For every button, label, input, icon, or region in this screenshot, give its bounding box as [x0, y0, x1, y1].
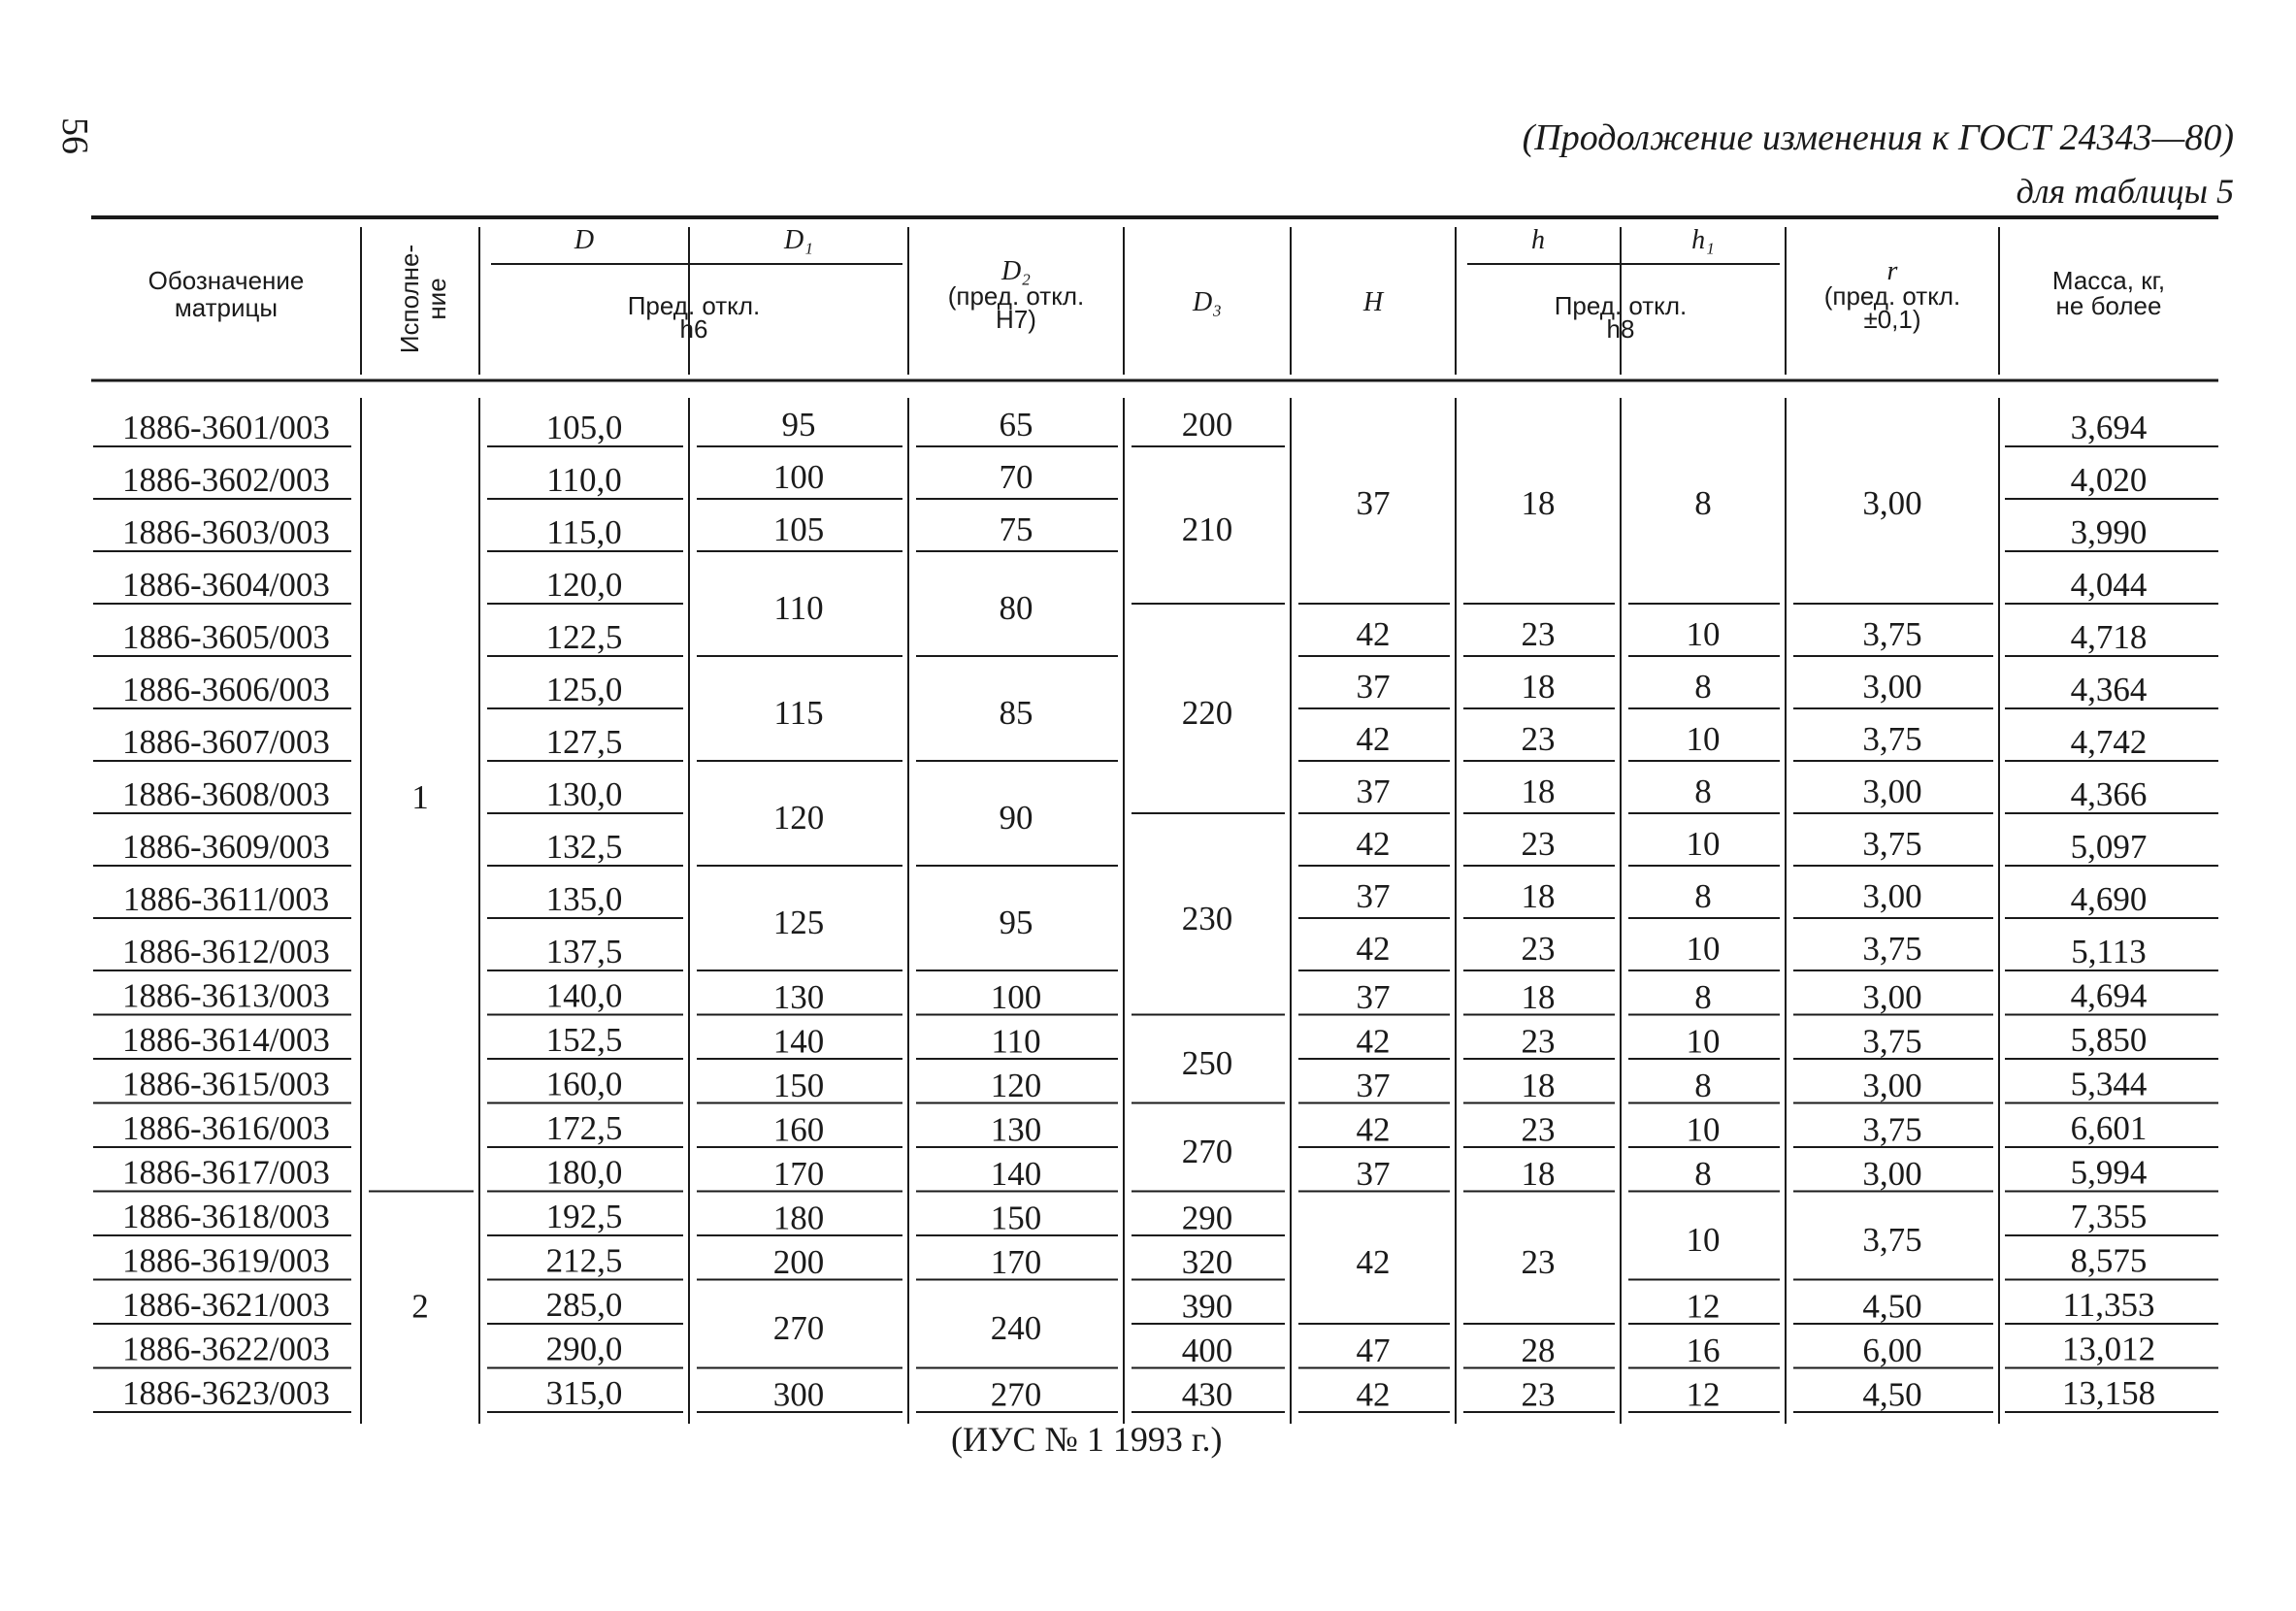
header-D2: H7) [996, 305, 1036, 334]
D1-cell: 150 [772, 1066, 825, 1104]
D-cell: 132,5 [545, 828, 623, 866]
h-cell: 28 [1521, 1331, 1556, 1369]
mass-cell: 4,718 [2070, 618, 2148, 656]
designation-cell: 1886-3609/003 [122, 828, 330, 866]
mass-cell: 8,575 [2070, 1241, 2148, 1280]
D3-cell: 290 [1181, 1199, 1233, 1237]
mass-cell: 5,850 [2070, 1021, 2148, 1059]
h1-cell: 10 [1686, 1022, 1721, 1061]
D2-cell: 110 [991, 1022, 1041, 1061]
h1-cell: 8 [1694, 668, 1712, 706]
mass-cell: 3,990 [2070, 513, 2148, 551]
r-cell: 3,75 [1862, 930, 1922, 968]
D1-cell: 270 [772, 1309, 825, 1347]
designation-cell: 1886-3621/003 [122, 1286, 330, 1324]
h-cell: 23 [1521, 1022, 1556, 1061]
h-cell: 23 [1521, 615, 1556, 653]
designation-cell: 1886-3614/003 [122, 1021, 330, 1059]
header-D3: D₃ [1193, 287, 1222, 317]
r-cell: 3,00 [1862, 484, 1922, 522]
r-cell: 3,00 [1862, 773, 1922, 810]
D3-cell: 390 [1181, 1287, 1233, 1326]
D1-cell: 200 [772, 1242, 825, 1281]
D1-cell: 115 [773, 694, 824, 732]
header-tolerance-h8: h8 [1606, 314, 1635, 344]
mass-cell: 3,694 [2070, 409, 2148, 446]
D1-cell: 170 [772, 1154, 825, 1193]
D1-cell: 105 [772, 510, 825, 548]
D2-cell: 85 [999, 694, 1033, 732]
r-cell: 3,75 [1862, 825, 1922, 863]
h-cell: 18 [1521, 668, 1556, 706]
h1-cell: 8 [1694, 877, 1712, 915]
H-cell: 42 [1356, 930, 1391, 968]
h1-cell: 12 [1686, 1375, 1721, 1414]
D-cell: 152,5 [545, 1021, 623, 1059]
H-cell: 37 [1356, 1066, 1391, 1104]
page-number: 56 [54, 117, 95, 154]
H-cell: 37 [1356, 1154, 1391, 1193]
header-h: h [1531, 225, 1545, 255]
designation-cell: 1886-3603/003 [122, 513, 330, 551]
header-D1: D₁ [784, 225, 813, 255]
D-cell: 105,0 [545, 409, 623, 446]
D-cell: 127,5 [545, 723, 623, 761]
h-cell: 23 [1521, 1375, 1556, 1414]
r-cell: 3,75 [1862, 720, 1922, 758]
h-cell: 18 [1521, 484, 1556, 522]
D-cell: 140,0 [545, 976, 623, 1015]
mass-cell: 5,113 [2071, 933, 2147, 970]
D2-cell: 70 [999, 458, 1033, 496]
r-cell: 3,00 [1862, 1154, 1922, 1193]
D3-cell: 230 [1181, 899, 1233, 937]
D1-cell: 110 [773, 589, 824, 627]
D2-cell: 100 [990, 977, 1042, 1016]
D2-cell: 150 [990, 1199, 1042, 1237]
h1-cell: 10 [1686, 615, 1721, 653]
H-cell: 42 [1356, 1242, 1391, 1281]
h-cell: 18 [1521, 773, 1556, 810]
header-D2: D₂ [1001, 256, 1031, 286]
H-cell: 37 [1356, 773, 1391, 810]
r-cell: 6,00 [1862, 1331, 1922, 1369]
H-cell: 42 [1356, 825, 1391, 863]
r-cell: 3,00 [1862, 668, 1922, 706]
D2-cell: 90 [999, 799, 1033, 837]
designation-cell: 1886-3602/003 [122, 461, 330, 499]
D-cell: 130,0 [545, 775, 623, 813]
h1-cell: 10 [1686, 825, 1721, 863]
header-designation: Обозначение [148, 266, 305, 295]
designation-cell: 1886-3622/003 [122, 1330, 330, 1368]
D-cell: 137,5 [545, 933, 623, 970]
header-r: ±0,1) [1863, 305, 1921, 334]
D-cell: 115,0 [546, 513, 622, 551]
header-version-line: ние [422, 278, 451, 320]
header-version [395, 245, 451, 353]
mass-cell: 11,353 [2062, 1286, 2155, 1324]
header-mass: не более [2055, 291, 2162, 320]
r-cell: 4,50 [1862, 1375, 1922, 1414]
D2-cell: 65 [999, 406, 1033, 444]
D2-cell: 270 [990, 1375, 1042, 1414]
mass-cell: 6,601 [2070, 1109, 2148, 1147]
header-mass: Масса, кг, [2051, 266, 2166, 295]
D3-cell: 220 [1181, 694, 1233, 732]
h1-cell: 12 [1686, 1287, 1721, 1326]
D2-cell: 240 [990, 1309, 1042, 1347]
designation-cell: 1886-3604/003 [122, 566, 330, 604]
r-cell: 3,00 [1862, 1066, 1922, 1104]
header-h1: h₁ [1691, 225, 1715, 255]
h1-cell: 8 [1694, 484, 1712, 522]
designation-cell: 1886-3615/003 [122, 1065, 330, 1103]
D-cell: 315,0 [545, 1374, 623, 1412]
D-cell: 110,0 [546, 461, 622, 499]
D3-cell: 270 [1181, 1133, 1233, 1170]
mass-cell: 7,355 [2070, 1198, 2148, 1235]
D3-cell: 250 [1181, 1044, 1233, 1082]
D-cell: 125,0 [545, 671, 623, 708]
header-version-line: Исполне- [395, 244, 424, 354]
H-cell: 42 [1356, 1375, 1391, 1414]
D-cell: 135,0 [545, 880, 623, 918]
header-r: r [1886, 256, 1898, 286]
H-cell: 42 [1356, 720, 1391, 758]
D1-cell: 130 [772, 977, 825, 1016]
mass-cell: 5,097 [2070, 828, 2148, 866]
mass-cell: 13,158 [2061, 1374, 2156, 1412]
D3-cell: 200 [1181, 406, 1233, 444]
D-cell: 285,0 [545, 1286, 623, 1324]
header-H: H [1362, 287, 1384, 317]
r-cell: 3,75 [1862, 1221, 1922, 1259]
r-cell: 3,75 [1862, 615, 1922, 653]
designation-cell: 1886-3608/003 [122, 775, 330, 813]
D1-cell: 160 [772, 1110, 825, 1149]
designation-cell: 1886-3616/003 [122, 1109, 330, 1147]
mass-cell: 4,690 [2070, 880, 2148, 918]
mass-cell: 4,742 [2070, 723, 2148, 761]
r-cell: 4,50 [1862, 1287, 1922, 1326]
H-cell: 37 [1356, 668, 1391, 706]
h1-cell: 8 [1694, 977, 1712, 1016]
designation-cell: 1886-3607/003 [122, 723, 330, 761]
D1-cell: 125 [772, 904, 825, 941]
mass-cell: 4,020 [2070, 461, 2148, 499]
H-cell: 37 [1356, 977, 1391, 1016]
header-tolerance-h8: Пред. откл. [1554, 291, 1688, 320]
r-cell: 3,00 [1862, 977, 1922, 1016]
D-cell: 212,5 [545, 1241, 623, 1280]
D2-cell: 80 [999, 589, 1033, 627]
h1-cell: 8 [1694, 773, 1712, 810]
H-cell: 37 [1356, 877, 1391, 915]
mass-cell: 4,366 [2070, 775, 2148, 813]
h1-cell: 10 [1686, 930, 1721, 968]
h-cell: 23 [1521, 1242, 1556, 1281]
header-designation: матрицы [174, 293, 279, 322]
mass-cell: 4,044 [2070, 566, 2148, 604]
dimension-table [91, 214, 2218, 1427]
D1-cell: 300 [772, 1375, 825, 1414]
mass-cell: 5,344 [2070, 1065, 2148, 1103]
h1-cell: 8 [1694, 1154, 1712, 1193]
h-cell: 18 [1521, 977, 1556, 1016]
h1-cell: 10 [1686, 720, 1721, 758]
D-cell: 122,5 [545, 618, 623, 656]
D-cell: 160,0 [545, 1065, 623, 1103]
footer-note: (ИУС № 1 1993 г.) [951, 1420, 1223, 1459]
D1-cell: 140 [772, 1022, 825, 1061]
header-tolerance-h6: Пред. откл. [627, 291, 761, 320]
header-D: D [574, 225, 595, 255]
r-cell: 3,00 [1862, 877, 1922, 915]
designation-cell: 1886-3617/003 [122, 1153, 330, 1192]
header-D2: (пред. откл. [947, 281, 1085, 311]
mass-cell: 4,364 [2070, 671, 2148, 708]
h1-cell: 16 [1686, 1331, 1721, 1369]
designation-cell: 1886-3601/003 [122, 409, 330, 446]
D2-cell: 170 [990, 1242, 1042, 1281]
header-tolerance-h6: h6 [679, 314, 708, 344]
D3-cell: 430 [1181, 1375, 1233, 1414]
h-cell: 23 [1521, 930, 1556, 968]
D-cell: 120,0 [545, 566, 623, 604]
H-cell: 42 [1356, 615, 1391, 653]
D3-cell: 210 [1181, 510, 1233, 548]
mass-cell: 4,694 [2070, 976, 2148, 1015]
h-cell: 18 [1521, 1066, 1556, 1104]
D3-cell: 400 [1181, 1331, 1233, 1369]
D-cell: 180,0 [545, 1153, 623, 1192]
header-r: (пред. откл. [1823, 281, 1961, 311]
H-cell: 42 [1356, 1110, 1391, 1149]
D1-cell: 120 [772, 799, 825, 837]
h1-cell: 8 [1694, 1066, 1712, 1104]
D-cell: 290,0 [545, 1330, 623, 1368]
H-cell: 47 [1356, 1331, 1391, 1369]
designation-cell: 1886-3606/003 [122, 671, 330, 708]
designation-cell: 1886-3619/003 [122, 1241, 330, 1280]
h-cell: 23 [1521, 1110, 1556, 1149]
document-header: (Продолжение изменения к ГОСТ 24343—80) [1522, 117, 2234, 158]
D1-cell: 100 [772, 458, 825, 496]
h1-cell: 10 [1686, 1221, 1721, 1259]
h1-cell: 10 [1686, 1110, 1721, 1149]
h-cell: 18 [1521, 877, 1556, 915]
H-cell: 42 [1356, 1022, 1391, 1061]
designation-cell: 1886-3613/003 [122, 976, 330, 1015]
r-cell: 3,75 [1862, 1022, 1922, 1061]
H-cell: 37 [1356, 484, 1391, 522]
table-reference: для таблицы 5 [2016, 172, 2234, 211]
D2-cell: 120 [990, 1066, 1042, 1104]
version-cell: 2 [411, 1287, 429, 1326]
h-cell: 23 [1521, 825, 1556, 863]
designation-cell: 1886-3611/003 [122, 880, 330, 918]
designation-cell: 1886-3618/003 [122, 1198, 330, 1235]
h-cell: 18 [1521, 1154, 1556, 1193]
mass-cell: 13,012 [2061, 1330, 2156, 1368]
D2-cell: 95 [999, 904, 1033, 941]
designation-cell: 1886-3605/003 [122, 618, 330, 656]
D1-cell: 180 [772, 1199, 825, 1237]
h-cell: 23 [1521, 720, 1556, 758]
D2-cell: 75 [999, 510, 1033, 548]
designation-cell: 1886-3612/003 [122, 933, 330, 970]
D3-cell: 320 [1181, 1242, 1233, 1281]
r-cell: 3,75 [1862, 1110, 1922, 1149]
D2-cell: 140 [990, 1154, 1042, 1193]
designation-cell: 1886-3623/003 [122, 1374, 330, 1412]
D-cell: 172,5 [545, 1109, 623, 1147]
mass-cell: 5,994 [2070, 1153, 2148, 1192]
version-cell: 1 [411, 777, 429, 816]
D1-cell: 95 [781, 406, 816, 444]
D-cell: 192,5 [545, 1198, 623, 1235]
D2-cell: 130 [990, 1110, 1042, 1149]
